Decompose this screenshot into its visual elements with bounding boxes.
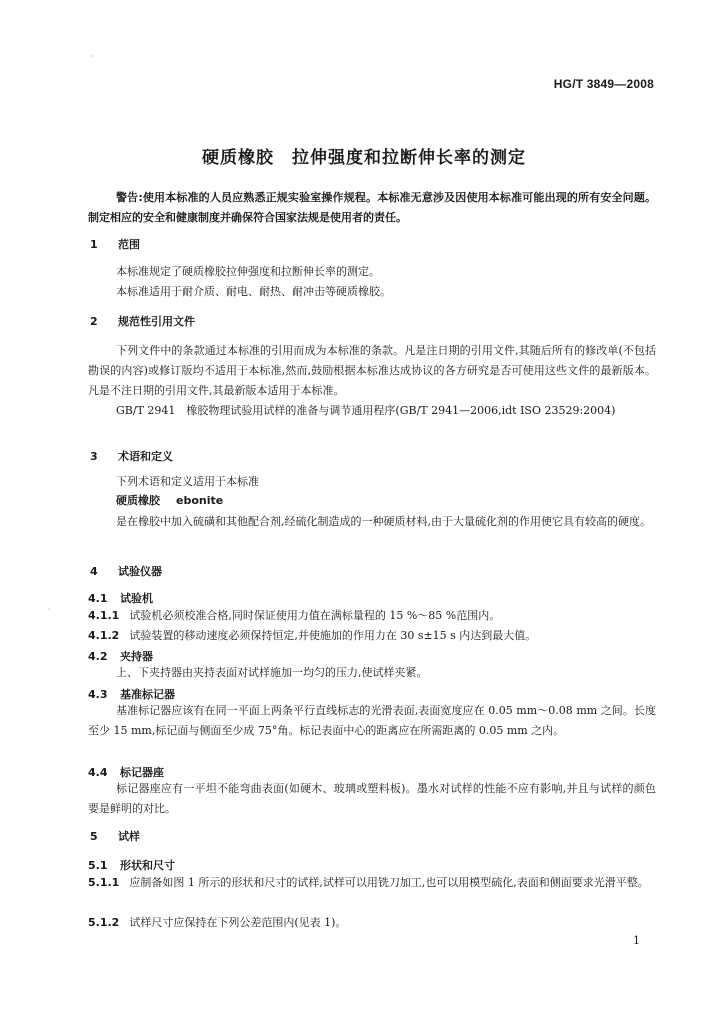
scan-mark: · — [90, 52, 93, 61]
section-4-2-heading: 4.2 夹持器 — [88, 650, 153, 663]
section-1-heading: 1 范围 — [90, 238, 140, 251]
standard-code: HG/T 3849—2008 — [553, 77, 654, 91]
clause-4-1-1: 4.1.1 试验机必须校准合格,同时保证使用力值在满标量程的 15 %～85 %范围内。 — [88, 609, 501, 622]
clause-4-2-text: 上、下夹持器由夹持表面对试样施加一均匀的压力,使试样夹紧。 — [116, 666, 428, 679]
clause-4-4-text: 标记器座应有一平坦不能弯曲表面(如硬木、玻璃或塑料板)。墨水对试样的性能不应有影响,并且与试样的颜色要是鲜明的对比。 — [88, 782, 656, 815]
warning-paragraph: 警告:使用本标准的人员应熟悉正规实验室操作规程。本标准无意涉及因使用本标准可能出现的所有安全问题。制定相应的安全和健康制度并确保符合国家法规是使用者的责任。 — [88, 191, 656, 224]
section-1-para-2: 本标准适用于耐介质、耐电、耐热、耐冲击等硬质橡胶。 — [116, 285, 391, 298]
section-4-heading: 4 试验仪器 — [90, 565, 162, 578]
section-2-reference: GB/T 2941 橡胶物理试验用试样的准备与调节通用程序(GB/T 2941—2006,idt ISO 23529:2004) — [116, 404, 616, 417]
clause-4-1-2: 4.1.2 试验装置的移动速度必须保持恒定,并使施加的作用力在 30 s±15 s 内达到最大值。 — [88, 629, 537, 642]
section-4-3-heading: 4.3 基准标记器 — [88, 688, 175, 701]
scan-mark: · — [48, 605, 51, 614]
clause-5-1-1: 5.1.1 应制备如图 1 所示的形状和尺寸的试样,试样可以用铣刀加工,也可以用模型硫化,表面和侧面要求光滑平整。 — [88, 876, 649, 889]
section-5-heading: 5 试样 — [90, 830, 140, 843]
section-1-para-1: 本标准规定了硬质橡胶拉伸强度和拉断伸长率的测定。 — [116, 265, 380, 278]
section-3-heading: 3 术语和定义 — [90, 450, 173, 463]
section-2-heading: 2 规范性引用文件 — [90, 315, 195, 328]
section-4-1-heading: 4.1 试验机 — [88, 592, 153, 605]
clause-5-1-2: 5.1.2 试样尺寸应保持在下列公差范围内(见表 1)。 — [88, 916, 347, 929]
term-definition: 是在橡胶中加入硫磺和其他配合剂,经硫化制造成的一种硬质材料,由于大量硫化剂的作用使它具有较高的硬度。 — [116, 515, 651, 528]
clause-4-3-text: 基准标记器应该有在同一平面上两条平行直线标志的光滑表面,表面宽度应在 0.05 mm～0.08 mm 之间。长度至少 15 mm,标记面与侧面至少成 75°角。标记表面中心的距离应在所需距离的 0.05 mm 之内。 — [88, 704, 656, 737]
section-3-para-1: 下列术语和定义适用于本标准 — [116, 475, 259, 488]
page-title: 硬质橡胶 拉伸强度和拉断伸长率的测定 — [202, 148, 526, 168]
section-5-1-heading: 5.1 形状和尺寸 — [88, 859, 175, 872]
section-4-4-heading: 4.4 标记器座 — [88, 766, 164, 779]
page-number: 1 — [633, 934, 640, 947]
term-english: ebonite — [176, 494, 224, 507]
section-2-para-1: 下列文件中的条款通过本标准的引用而成为本标准的条款。凡是注日期的引用文件,其随后所有的修改单(不包括勘误的内容)或修订版均不适用于本标准,然而,鼓励根据本标准达成协议的各方研究是否可使用这些文件的最新版本。凡是不注日期的引用文件,其最新版本适用于本标准。 — [88, 344, 656, 397]
term-line — [116, 492, 223, 510]
term-chinese: 硬质橡胶 — [116, 494, 160, 507]
